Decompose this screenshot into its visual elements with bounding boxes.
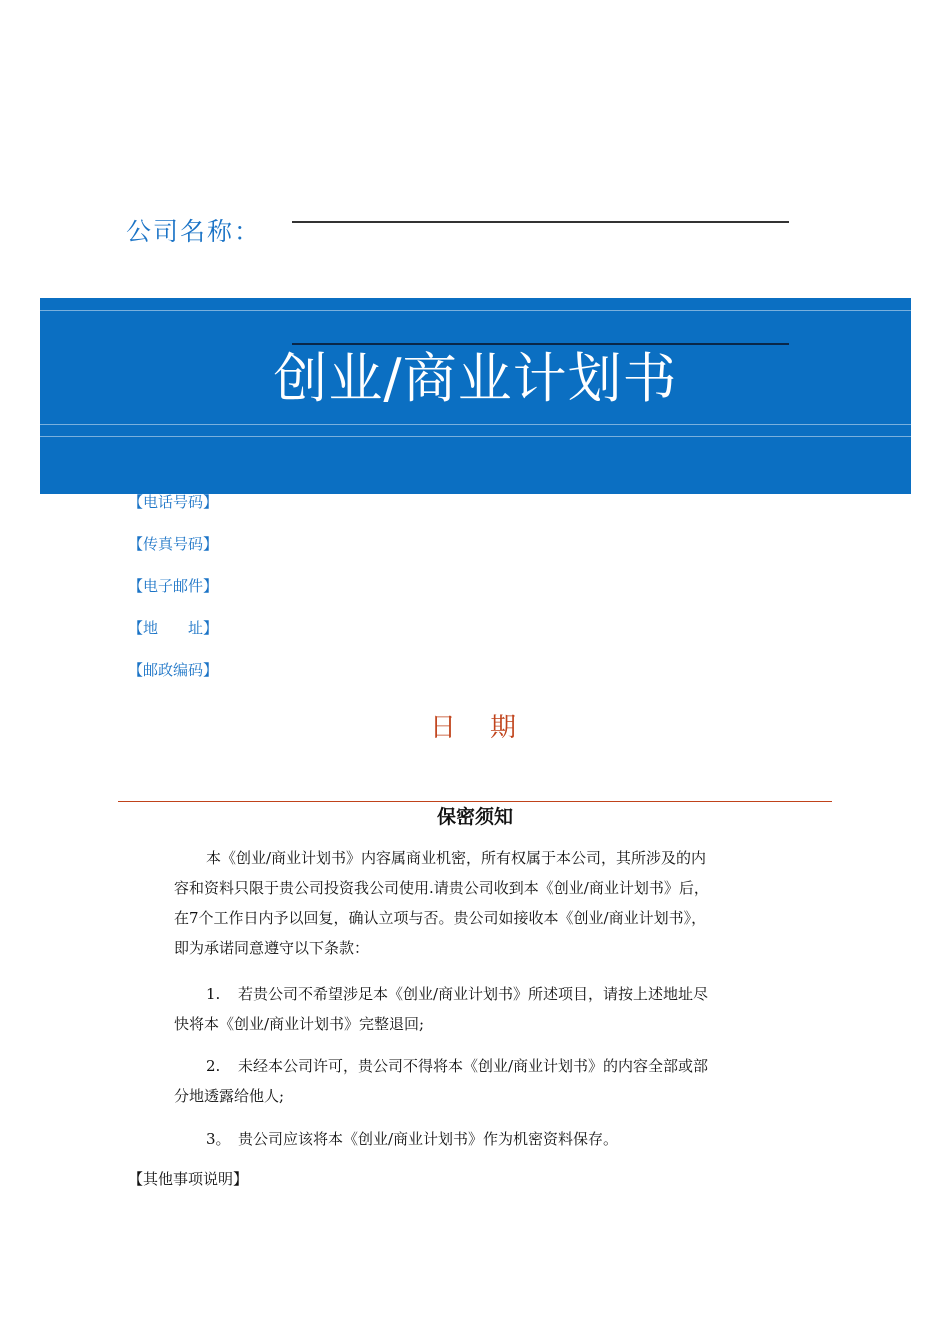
company-name-line	[292, 221, 789, 223]
clause-text: 快将本《创业/商业计划书》完整退回;	[174, 1015, 425, 1033]
intro-line: 容和资料只限于贵公司投资我公司使用.请贵公司收到本《创业/商业计划书》后，	[174, 879, 709, 897]
clause-number: 1.	[206, 985, 221, 1003]
contact-address: 【地 址】	[128, 619, 219, 637]
contact-phone: 【电话号码】	[128, 493, 219, 511]
clause-item-3	[174, 1124, 774, 1154]
clause-text: 未经本公司许可，贵公司不得将本《创业/商业计划书》的内容全部或部	[238, 1057, 709, 1075]
confidentiality-intro	[174, 843, 774, 963]
intro-line: 本《创业/商业计划书》内容属商业机密，所有权属于本公司，其所涉及的内	[206, 849, 707, 867]
date-label: 日 期	[429, 713, 520, 743]
banner-title: 创业/商业计划书	[273, 347, 678, 410]
other-notes-label: 【其他事项说明】	[128, 1170, 249, 1188]
intro-line: 在7个工作日内予以回复，确认立项与否。贵公司如接收本《创业/商业计划书》，	[174, 909, 707, 927]
banner-rule	[40, 310, 911, 311]
contact-fax: 【传真号码】	[128, 535, 219, 553]
banner-rule	[40, 424, 911, 425]
banner-rule	[40, 436, 911, 437]
clause-item-1	[174, 979, 774, 1039]
clause-text: 分地透露给他人;	[174, 1087, 285, 1105]
contact-postcode: 【邮政编码】	[128, 661, 219, 679]
clause-number: 3。	[206, 1130, 231, 1148]
clause-text: 贵公司应该将本《创业/商业计划书》作为机密资料保存。	[238, 1130, 619, 1148]
company-name-label: 公司名称：	[126, 217, 262, 246]
clause-item-2	[174, 1051, 774, 1111]
contact-email: 【电子邮件】	[128, 577, 219, 595]
clause-text: 若贵公司不希望涉足本《创业/商业计划书》所述项目，请按上述地址尽	[238, 985, 709, 1003]
title-banner	[40, 298, 911, 494]
intro-line: 即为承诺同意遵守以下条款：	[174, 939, 370, 957]
clause-number: 2.	[206, 1057, 221, 1075]
confidentiality-title: 保密须知	[436, 806, 513, 828]
